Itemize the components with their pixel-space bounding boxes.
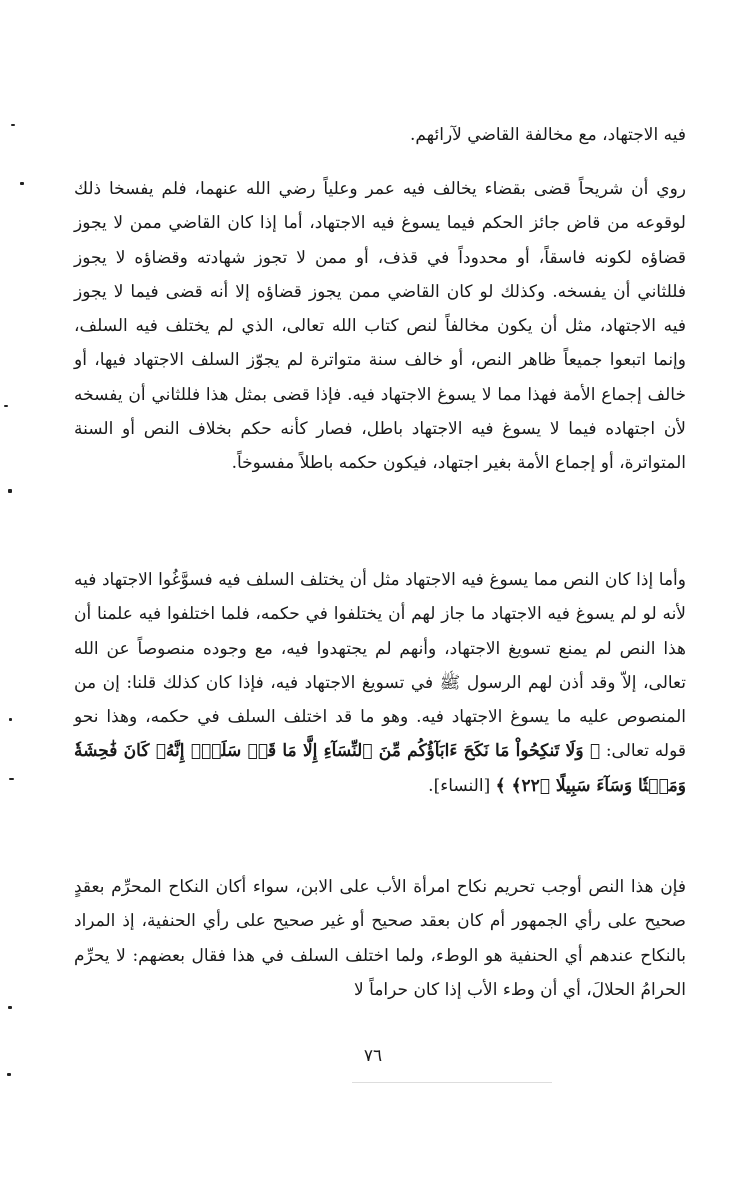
scan-speck	[8, 489, 12, 493]
scan-speck	[9, 718, 12, 721]
paragraph-ijtihad-text	[74, 563, 686, 803]
scan-speck	[4, 405, 8, 407]
scan-speck	[7, 1073, 11, 1076]
scan-speck	[8, 1006, 12, 1009]
paragraph-continuation: فيه الاجتهاد، مع مخالفة القاضي لآرائهم.	[409, 125, 686, 145]
paragraph-nikah: فإن هذا النص أوجب تحريم نكاح امرأة الأب على الابن، سواء أكان النكاح المحرِّم بعقدٍ صحيح على رأي الجمهور أم كان بعقد صحيح أو غير صحيح على رأي الحنفية، إذ المراد بالنكاح عندهم أي الحنفية هو الوطء، ولما اختلف السلف في هذا فقال بعضهم: لا يحرِّم الحرامُ الحلالَ، أي أن وطء الأب إذا كان حراماً لا	[74, 877, 686, 1000]
surah-reference: [النساء].	[428, 775, 496, 796]
footer-rule	[352, 1082, 552, 1083]
scan-speck	[20, 182, 24, 185]
scan-speck	[9, 778, 14, 780]
paragraph-text-before-verse: وأما إذا كان النص مما يسوغ فيه الاجتهاد مثل أن يختلف السلف فيه فسوَّغُوا الاجتهاد فيه لأنه لو لم يسوغ فيه الاجتهاد ما جاز لهم أن يختلفوا في حكمه، فلما اختلفوا فيه علمنا أن هذا النص لم يمنع تسويغ الاجتهاد، وأنهم لم يجتهدوا فيه، مع وجوده منصوصاً عن الله تعالى، إلاّ وقد أذن لهم الرسول ﷺ في تسويغ الاجتهاد فيه، فإذا كان كذلك قلنا: إن من المنصوص عليه ما يسوغ الاجتهاد فيه. وهو ما قد اختلف السلف في حكمه، وهذا نحو قوله تعالى:	[74, 570, 686, 762]
quran-verse: ﴿ وَلَا تَنكِحُواْ مَا نَكَحَ ءَابَآؤُكُم مِّنَ ٱلنِّسَآءِ إِلَّا مَا قَدۡ سَلَفَۚ إِنَّهُۥ كَانَ فَٰحِشَةٗ وَمَقۡتٗا وَسَآءَ سَبِيلًا ﴿٢٢﴾ ﴾	[74, 741, 686, 796]
paragraph-shurayh: روي أن شريحاً قضى بقضاء يخالف فيه عمر وعلياً رضي الله عنهما، فلم يفسخا ذلك لوقوعه من قاض جائز الحكم فيما يسوغ فيه الاجتهاد، أما إذا كان القاضي ممن لا يجوز قضاؤه لكونه فاسقاً، أو محدوداً في قذف، أو ممن لا تجوز شهادته وقضاؤه لا يجوز فللثاني أن يفسخه. وكذلك لو كان القاضي ممن يجوز قضاؤه إلا أنه قضى فيما لا يجوز فيه الاجتهاد، مثل أن يكون مخالفاً لنص كتاب الله تعالى، الذي لم يختلف فيه السلف، وإنما اتبعوا جميعاً ظاهر النص، أو خالف سنة متواترة لم يجوّز السلف الاجتهاد فيها، أو خالف إجماع الأمة فهذا مما لا يسوغ الاجتهاد فيه. فإذا قضى بمثل هذا فللثاني أن يفسخه لأن اجتهاده فيما لا يسوغ فيه الاجتهاد باطل، فصار كأنه حكم بخلاف النص أو السنة المتواترة، أو إجماع الأمة بغير اجتهاد، فيكون حكمه باطلاً مفسوخاً.	[74, 179, 686, 474]
scan-speck	[11, 124, 15, 126]
page-number: ٧٦	[363, 1046, 383, 1066]
